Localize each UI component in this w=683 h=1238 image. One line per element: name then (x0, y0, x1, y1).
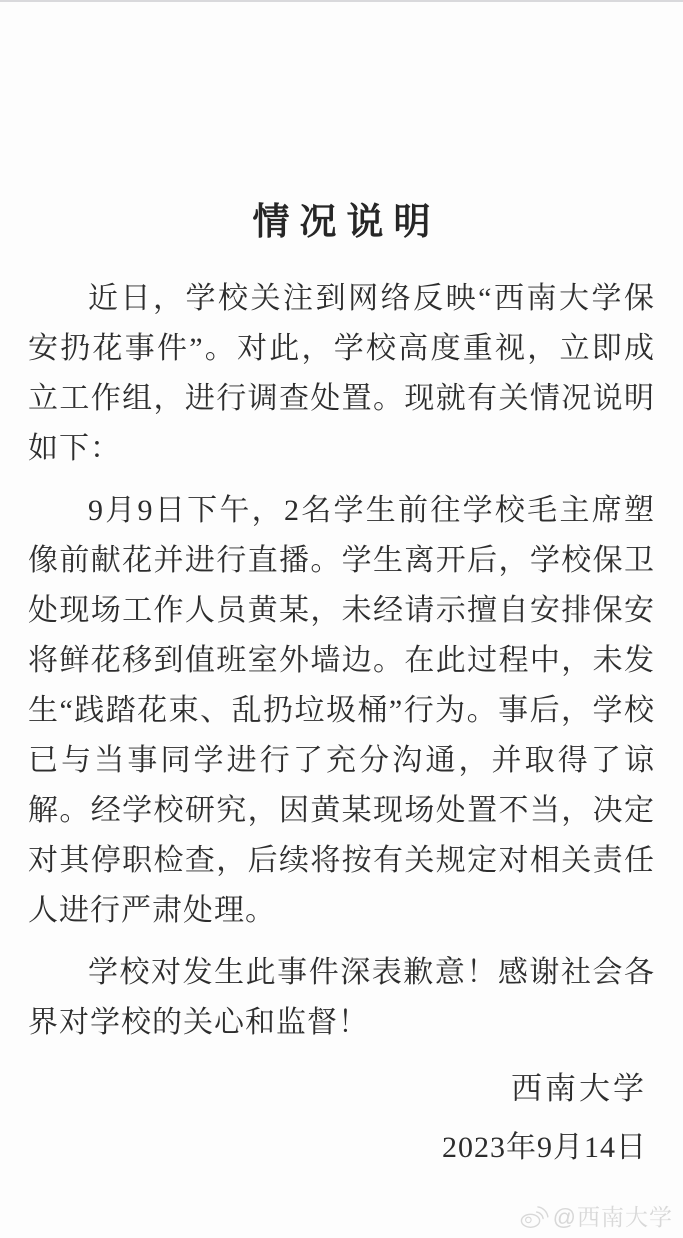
page-top-edge (0, 0, 683, 2)
paragraph-details: 9月9日下午，2名学生前往学校毛主席塑像前献花并进行直播。学生离开后，学校保卫处现场工作人员黄某，未经请示擅自安排保安将鲜花移到值班室外墙边。在此过程中，未发生“践踏花束、乱扔垃圾桶”行为。事后，学校已与当事同学进行了充分沟通，并取得了谅解。经学校研究，因黄某现场处置不当，决定对其停职检查，后续将按有关规定对相关责任人进行严肃处理。 (28, 494, 655, 927)
paragraph-intro: 近日，学校关注到网络反映“西南大学保安扔花事件”。对此，学校高度重视，立即成立工作组，进行调查处置。现就有关情况说明如下： (28, 282, 655, 465)
signature-org: 西南大学 (511, 1071, 647, 1106)
document-date: 2023年9月14日 (442, 1131, 647, 1164)
paragraph-apology: 学校对发生此事件深表歉意！感谢社会各界对学校的关心和监督！ (28, 956, 655, 1039)
page-title: 情况说明 (252, 202, 441, 243)
document-body (28, 274, 655, 1048)
weibo-icon (519, 1203, 549, 1229)
signature-block (28, 1064, 655, 1173)
weibo-watermark (519, 1199, 673, 1232)
watermark-text: @西南大学 (552, 1204, 673, 1230)
